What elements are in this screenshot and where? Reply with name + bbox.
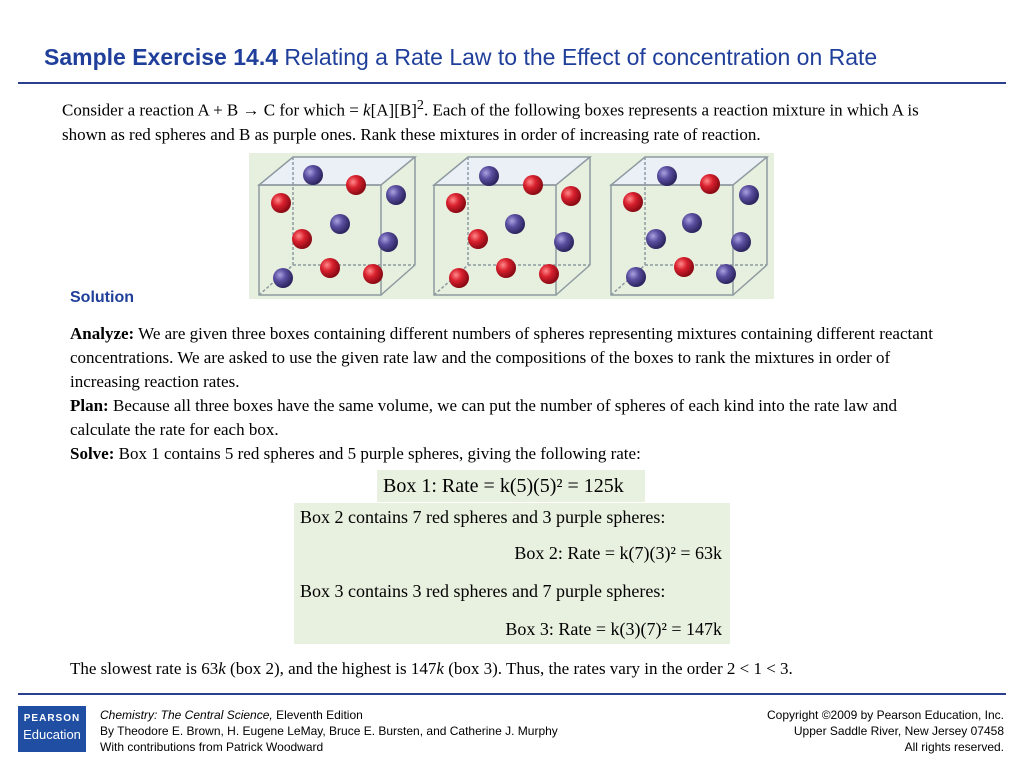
conclusion <box>70 657 950 681</box>
box-3-description: Box 3 contains 3 red spheres and 7 purple spheres: <box>300 581 666 601</box>
footer-rights: All rights reserved. <box>904 740 1004 754</box>
intro-k: k <box>363 100 371 120</box>
analyze-paragraph <box>70 322 940 394</box>
pearson-logo <box>18 706 86 752</box>
title-exercise-number: Sample Exercise 14.4 <box>44 44 278 70</box>
conclusion-k-2: k <box>436 659 444 678</box>
footer-citation <box>100 707 660 755</box>
reaction-boxes-svg <box>249 153 774 299</box>
footer-copyright <box>684 707 1004 755</box>
plan-paragraph <box>70 394 940 442</box>
bottom-divider <box>18 693 1006 695</box>
title-topic: Relating a Rate Law to the Effect of concentration on Rate <box>278 44 878 70</box>
top-divider <box>18 82 1006 84</box>
reaction-boxes-figure <box>249 153 774 299</box>
logo-bottom-text: Education <box>23 727 81 742</box>
equation-box-1: Box 1: Rate = k(5)(5)² = 125k <box>377 470 645 502</box>
footer-authors: By Theodore E. Brown, H. Eugene LeMay, Bruce E. Bursten, and Catherine J. Murphy <box>100 724 558 738</box>
solve-paragraph <box>70 442 940 466</box>
equation-block <box>294 503 730 644</box>
solution-body <box>70 322 940 466</box>
intro-text-3: . Each of the following boxes represents a reaction mixture in which A is shown as red spheres and B as purple ones. Rank these mixtures in order of increasing rate of reaction. <box>62 100 919 144</box>
box-2-description: Box 2 contains 7 red spheres and 3 purple spheres: <box>300 507 666 527</box>
conclusion-text-1: The slowest rate is 63 <box>70 659 219 678</box>
conclusion-text-3: (box 3). Thus, the rates vary in the order 2 < 1 < 3. <box>443 659 793 678</box>
footer-edition: Eleventh Edition <box>272 708 363 722</box>
conclusion-k-1: k <box>218 659 226 678</box>
solve-label: Solve: <box>70 444 115 463</box>
solution-heading: Solution <box>70 289 134 306</box>
footer-copyright-line: Copyright ©2009 by Pearson Education, Inc. <box>767 708 1004 722</box>
footer-address: Upper Saddle River, New Jersey 07458 <box>793 724 1004 738</box>
equation-box-3: Box 3: Rate = k(3)(7)² = 147k <box>505 619 722 639</box>
plan-label: Plan: <box>70 396 109 415</box>
footer-contributions: With contributions from Patrick Woodward <box>100 740 324 754</box>
solve-text: Box 1 contains 5 red spheres and 5 purple spheres, giving the following rate: <box>114 444 641 463</box>
logo-top-text: PEARSON <box>23 713 81 724</box>
slide-title <box>44 44 1004 71</box>
problem-statement <box>62 93 942 147</box>
analyze-text: We are given three boxes containing different numbers of spheres representing mixtures containing different reactant concentrations. We are asked to use the given rate law and the compositions of the boxes to rank the mixtures in order of increasing reaction rates. <box>70 324 933 391</box>
plan-text: Because all three boxes have the same volume, we can put the number of spheres of each kind into the rate law and calculate the rate for each box. <box>70 396 898 439</box>
analyze-label: Analyze: <box>70 324 135 343</box>
intro-exponent: 2 <box>416 97 424 113</box>
equation-box-2: Box 2: Rate = k(7)(3)² = 63k <box>514 543 722 563</box>
intro-text-1: Consider a reaction A + B → C for which = <box>62 100 364 120</box>
footer-book-title: Chemistry: The Central Science, <box>100 708 273 722</box>
conclusion-text-2: (box 2), and the highest is 147 <box>225 659 437 678</box>
intro-text-2: [A][B] <box>370 100 417 120</box>
footer-book-line <box>100 707 660 723</box>
